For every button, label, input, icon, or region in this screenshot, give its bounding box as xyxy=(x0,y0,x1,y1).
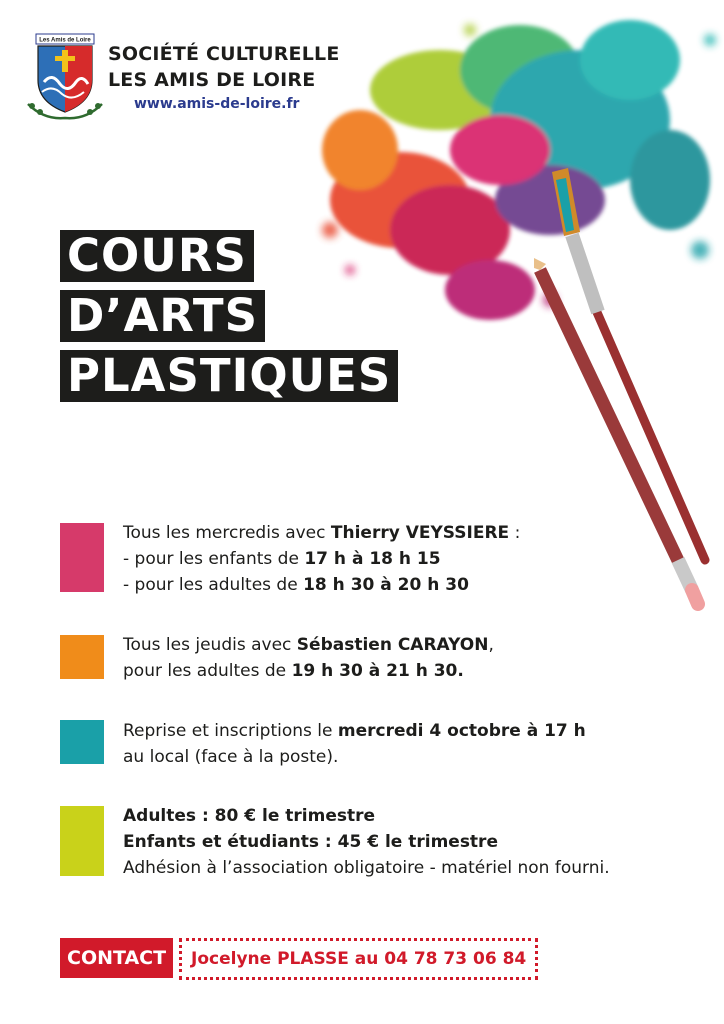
text-line: Enfants et étudiants : 45 € le trimestre xyxy=(123,832,498,852)
title-line-darts: D’ARTS xyxy=(60,290,265,342)
title-line-cours: COURS xyxy=(60,230,254,282)
org-website: www.amis-de-loire.fr xyxy=(134,96,300,112)
text-line: Tous les jeudis avec Sébastien CARAYON, xyxy=(123,635,494,655)
org-name-line2: LES AMIS DE LOIRE xyxy=(108,69,316,91)
contact-info: Jocelyne PLASSE au 04 78 73 06 84 xyxy=(179,938,538,980)
pencil-icon xyxy=(534,258,698,604)
section-swatch-pink xyxy=(60,523,104,592)
section-mercredis xyxy=(123,520,520,598)
text-line: pour les adultes de 19 h 30 à 21 h 30. xyxy=(123,661,464,681)
paint-splash xyxy=(322,20,710,320)
contact-label: CONTACT xyxy=(60,938,173,978)
text-line: au local (face à la poste). xyxy=(123,747,339,767)
section-swatch-orange xyxy=(60,635,104,679)
text-line: Tous les mercredis avec Thierry VEYSSIERE : xyxy=(123,523,521,543)
logo-text: Les Amis de Loire xyxy=(39,37,91,44)
text-line: - pour les adultes de 18 h 30 à 20 h 30 xyxy=(123,575,469,595)
section-swatch-teal xyxy=(60,720,104,764)
text-line: Adhésion à l’association obligatoire - matériel non fourni. xyxy=(123,858,610,878)
section-jeudis xyxy=(123,632,494,684)
title-line-plastiques: PLASTIQUES xyxy=(60,350,398,402)
text-line: Adultes : 80 € le trimestre xyxy=(123,806,376,826)
org-name-line1: SOCIÉTÉ CULTURELLE xyxy=(108,43,340,65)
society-logo xyxy=(22,32,108,122)
section-reprise xyxy=(123,718,586,770)
text-line: Reprise et inscriptions le mercredi 4 octobre à 17 h xyxy=(123,721,586,741)
section-swatch-lime xyxy=(60,806,104,876)
text-line: - pour les enfants de 17 h à 18 h 15 xyxy=(123,549,441,569)
section-tarifs xyxy=(123,803,610,881)
